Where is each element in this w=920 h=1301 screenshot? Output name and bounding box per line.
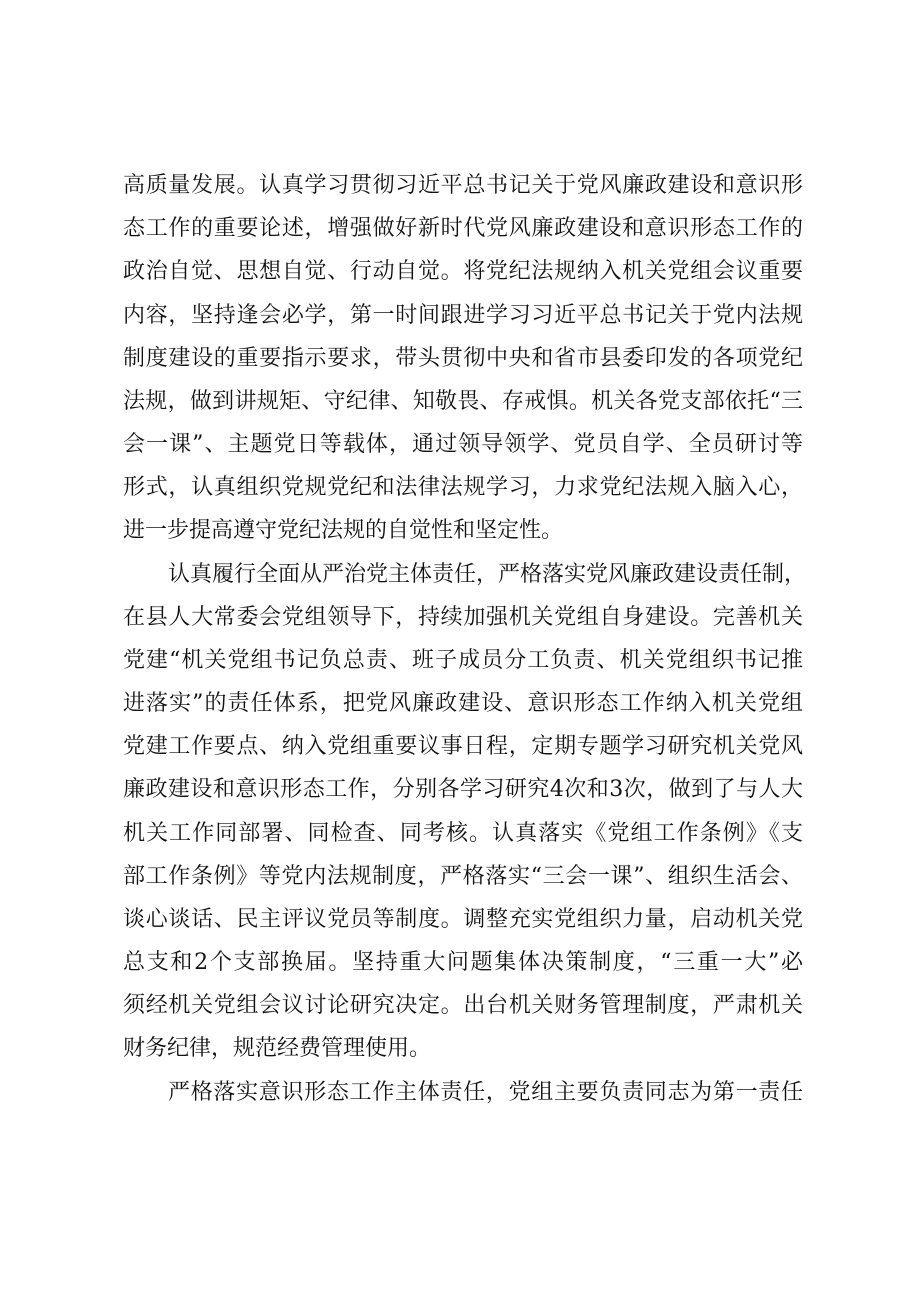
- paragraph-2-line-8: 部工作条例》等党内法规制度，严格落实“三会一课”、组织生活会、: [123, 864, 803, 889]
- paragraph-1-line-5: 制度建设的重要指示要求，带头贯彻中央和省市县委印发的各项党纪: [123, 346, 803, 371]
- paragraph-1-line-8: 形式，认真组织党规党纪和法律法规学习，力求党纪法规入脑入心，: [123, 475, 803, 500]
- paragraph-2-line-1: 认真履行全面从严治党主体责任，严格落实党风廉政建设责任制，: [168, 562, 807, 587]
- paragraph-2-line-12: 财务纪律，规范经费管理使用。: [123, 1036, 432, 1061]
- paragraph-2-line-9: 谈心谈话、民主评议党员等制度。调整充实党组织力量，启动机关党: [123, 907, 803, 932]
- paragraph-2-line-10: 总支和2个支部换届。坚持重大问题集体决策制度，“三重一大”必: [123, 950, 803, 975]
- paragraph-2-line-5: 党建工作要点、纳入党组重要议事日程，定期专题学习研究机关党风: [123, 734, 803, 759]
- paragraph-1-line-9: 进一步提高遵守党纪法规的自觉性和坚定性。: [123, 518, 564, 543]
- paragraph-2-line-11: 须经机关党组会议讨论研究决定。出台机关财务管理制度，严肃机关: [123, 993, 803, 1018]
- paragraph-3-line-1: 严格落实意识形态工作主体责任，党组主要负责同志为第一责任: [168, 1080, 803, 1105]
- paragraph-2-line-3: 党建“机关党组书记负总责、班子成员分工负责、机关党组织书记推: [123, 648, 803, 673]
- paragraph-1-line-7: 会一课”、主题党日等载体，通过领导领学、党员自学、全员研讨等: [123, 432, 803, 457]
- paragraph-1-line-6: 法规，做到讲规矩、守纪律、知敬畏、存戒惧。机关各党支部依托“三: [123, 389, 803, 414]
- paragraph-2-line-7: 机关工作同部署、同检查、同考核。认真落实《党组工作条例》《支: [123, 821, 803, 846]
- paragraph-2-line-4: 进落实”的责任体系，把党风廉政建设、意识形态工作纳入机关党组: [123, 691, 803, 716]
- paragraph-1-line-2: 态工作的重要论述，增强做好新时代党风廉政建设和意识形态工作的: [123, 216, 803, 241]
- paragraph-1-line-3: 政治自觉、思想自觉、行动自觉。将党纪法规纳入机关党组会议重要: [123, 259, 803, 284]
- paragraph-1-line-4: 内容，坚持逢会必学，第一时间跟进学习习近平总书记关于党内法规: [123, 303, 803, 328]
- paragraph-1-line-1: 高质量发展。认真学习贯彻习近平总书记关于党风廉政建设和意识形: [123, 173, 803, 198]
- paragraph-2-line-2: 在县人大常委会党组领导下，持续加强机关党组自身建设。完善机关: [123, 605, 803, 630]
- paragraph-2-line-6: 廉政建设和意识形态工作，分别各学习研究4次和3次，做到了与人大: [123, 777, 803, 802]
